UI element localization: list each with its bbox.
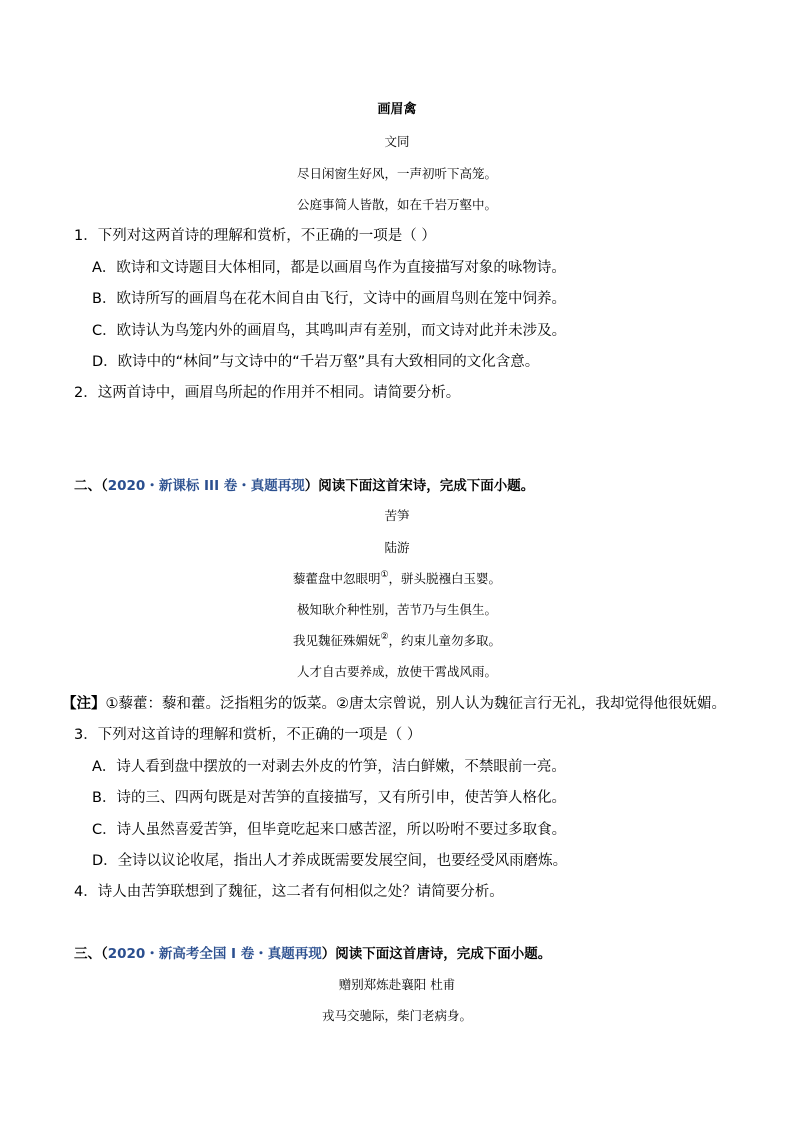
- question-3-option-a: A．诗人看到盘中摆放的一对剥去外皮的竹笋，洁白鲜嫩，不禁眼前一亮。: [92, 759, 566, 775]
- question-3-option-b: B．诗的三、四两句既是对苦笋的直接描写，又有所引申，使苦笋人格化。: [92, 790, 566, 806]
- question-1-option-a: A．欧诗和文诗题目大体相同，都是以画眉鸟作为直接描写对象的咏物诗。: [92, 260, 566, 276]
- poem2-author: 陆游: [384, 540, 410, 555]
- poem1-author: 文同: [384, 134, 410, 149]
- question-3: 3．下列对这首诗的理解和赏析，不正确的一项是（ ）: [74, 727, 422, 743]
- question-3-option-c: C．诗人虽然喜爱苦笋，但毕竟吃起来口感苦涩，所以吩咐不要过多取食。: [92, 822, 567, 838]
- poem2-line-2: 极知耿介种性别，苦节乃与生俱生。: [296, 602, 497, 617]
- poem2-line-1: [0, 571, 794, 587]
- section-2-header: [74, 477, 534, 495]
- poem3-line-1: 戎马交驰际，柴门老病身。: [321, 1008, 472, 1023]
- poem2-line-4: 人才自古要养成，放使干霄战风雨。: [296, 664, 497, 679]
- note-text: ①藜藿：藜和藿。泛指粗劣的饭菜。②唐太宗曾说，别人认为魏征言行无礼，我却觉得他很妩媚。: [105, 696, 726, 712]
- section-2-source: 2020・新课标 III 卷・真题再现: [107, 478, 305, 494]
- poem1-line-2: 公庭事简人皆散，如在千岩万壑中。: [296, 197, 497, 212]
- poem2-line-1b: ，骈头脱襁白玉婴。: [388, 571, 502, 586]
- poem2-line-3b: ，约束儿童勿多取。: [388, 633, 502, 648]
- section-3-suffix: ）阅读下面这首唐诗，完成下面小题。: [321, 946, 552, 962]
- poem1-title: 画眉禽: [377, 102, 417, 117]
- section-2-suffix: ）阅读下面这首宋诗，完成下面小题。: [304, 478, 535, 494]
- section-3-prefix: 三、（: [74, 946, 108, 962]
- question-4: 4．诗人由苦笋联想到了魏征，这二者有何相似之处？请简要分析。: [74, 884, 504, 900]
- section-3-header: [74, 945, 551, 963]
- footnote-mark-1: ①: [380, 570, 389, 580]
- poem2-line-3a: 我见魏征殊媚妩: [292, 633, 381, 648]
- poem3-title: 赠别郑炼赴襄阳 杜甫: [338, 977, 456, 992]
- poem2-title: 苦笋: [384, 508, 410, 523]
- poem2-line-1a: 藜藿盘中忽眼明: [292, 571, 381, 586]
- question-1-option-d: D．欧诗中的“林间”与文诗中的“千岩万壑”具有大致相同的文化含意。: [92, 354, 540, 370]
- question-1-option-c: C．欧诗认为鸟笼内外的画眉鸟，其鸣叫声有差别，而文诗对此并未涉及。: [92, 323, 567, 339]
- poem1-line-1: 尽日闲窗生好风，一声初听下高笼。: [296, 166, 497, 181]
- note-label: 【注】: [62, 696, 106, 712]
- question-3-option-d: D．全诗以议论收尾，指出人才养成既需要发展空间，也要经受风雨磨炼。: [92, 853, 568, 869]
- section-2-prefix: 二、（: [74, 478, 108, 494]
- section-3-source: 2020・新高考全国 I 卷・真题再现: [107, 946, 322, 962]
- poem2-line-3: [0, 633, 794, 649]
- question-1-option-b: B．欧诗所写的画眉鸟在花木间自由飞行，文诗中的画眉鸟则在笼中饲养。: [92, 291, 566, 307]
- footnote-mark-2: ②: [380, 632, 389, 642]
- poem2-note: [62, 695, 726, 713]
- question-2: 2．这两首诗中，画眉鸟所起的作用并不相同。请简要分析。: [74, 385, 461, 401]
- question-1: 1．下列对这两首诗的理解和赏析，不正确的一项是（ ）: [74, 228, 436, 244]
